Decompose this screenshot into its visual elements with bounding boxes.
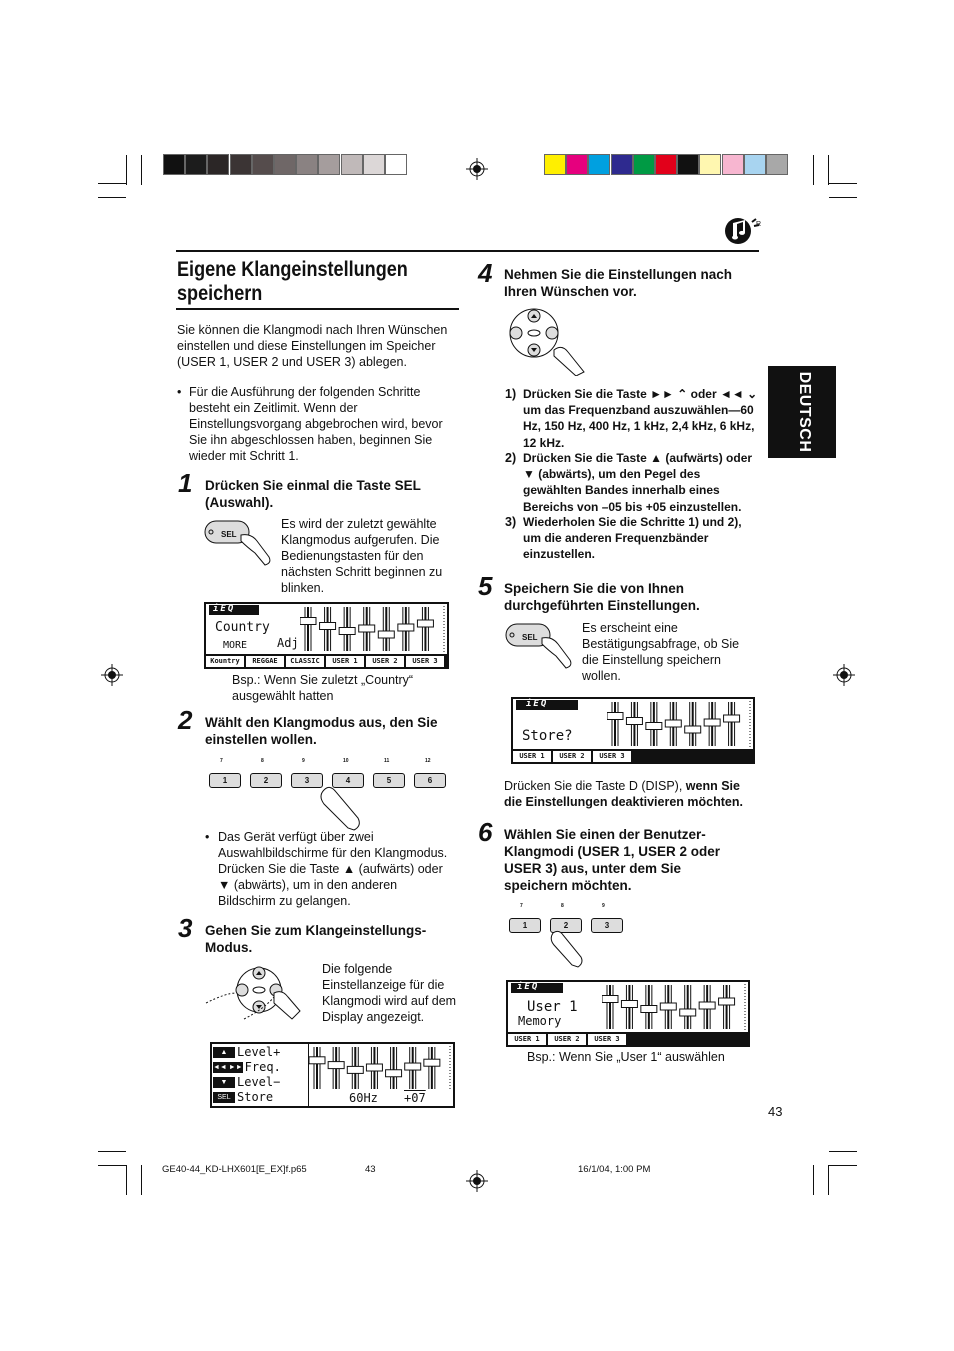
lcd-user-tabs [508,1034,748,1045]
registration-mark-icon [466,1170,488,1192]
finger-press-icon [547,929,587,969]
language-tab-label: DEUTSCH [796,371,813,453]
lcd-adj: Adj [277,636,299,650]
step-number: 6 [478,817,493,847]
preset-button-2[interactable]: 2 [250,773,282,788]
lcd-more: MORE [223,640,248,651]
lcd-tab: USER 1 [508,1034,546,1045]
preset-button-4[interactable]: 4 [332,773,364,788]
music-note-icon [722,214,764,246]
color-swatch [611,154,633,175]
eq-slider-knob [602,996,618,1003]
preset-button-1[interactable]: 1 [509,918,541,933]
lcd-button-icon: SEL [213,1092,235,1103]
color-swatch [655,154,677,175]
eq-band-sliders [300,604,447,654]
lcd-header: iEQ [526,699,549,709]
lcd-tab: Kountry [206,656,244,667]
sel-button-press-icon [504,620,574,670]
eq-display-country [204,602,449,669]
eq-slider-knob [626,718,642,725]
preset-button-3[interactable]: 3 [291,773,323,788]
time-limit-note: Für die Ausführung der folgenden Schritte besteht ein Zeitlimit. Wenn der Einstellungsvorgang abgebrochen wird, bevor Sie ihn abgeschlossen haben, beginnen Sie wieder mit Schritt 1. [189,385,443,463]
color-swatch [363,154,385,175]
lcd-row-label: Level+ [237,1045,281,1059]
eq-band-sliders [607,699,753,749]
eq-slider-knob [685,726,701,733]
eq-slider-knob [328,1062,344,1069]
eq-store-display [511,697,755,764]
color-swatch [163,154,185,175]
lcd-mode-tabs [206,656,447,667]
footer-date: 16/1/04, 1:00 PM [578,1164,651,1175]
registration-mark-icon [101,664,123,686]
color-swatch [722,154,744,175]
svg-text:R: R [756,221,762,228]
color-swatch [766,154,788,175]
color-swatch [633,154,655,175]
preset-button-3[interactable]: 3 [591,918,623,933]
svg-text:SEL: SEL [522,633,538,642]
step5-note: Drücken Sie die Taste D (DISP), wenn Sie die Einstellungen deaktivieren möchten. [504,779,743,809]
step-title: Wählen Sie einen der Benutzer-Klangmodi (USER 1, USER 2 oder USER 3) aus, unter dem Sie speichern möchten. [504,827,721,893]
color-swatch [341,154,363,175]
step-number: 3 [178,913,193,943]
svg-text:SEL: SEL [221,530,237,539]
page-number: 43 [768,1104,783,1119]
color-swatch [544,154,566,175]
lcd-tab: CLASSIC [286,656,324,667]
lcd-user-tabs [513,751,753,762]
sel-button-press-icon [203,517,273,567]
color-swatch [207,154,229,175]
color-swatch [385,154,407,175]
eq-slider-knob [665,720,681,727]
preset-alt-number: 12 [425,758,431,764]
eq-slider-knob [424,1059,440,1066]
preset-alt-number: 10 [343,758,349,764]
preset-alt-number: 9 [302,758,305,764]
registration-mark-icon [466,158,488,180]
color-swatch [677,154,699,175]
lcd-level: +07 [404,1091,426,1105]
eq-slider-knob [417,620,433,627]
lcd-memory-label: Memory [518,1014,562,1028]
lcd-tab: USER 3 [593,751,631,762]
color-swatch [296,154,318,175]
eq-slider-knob [386,1070,402,1077]
color-swatch [252,154,274,175]
eq-slider-knob [398,624,414,631]
step-title: Gehen Sie zum Klangeinstellungs-Modus. [205,923,427,955]
lcd-adjust-row [213,1060,281,1074]
step2-note: Das Gerät verfügt über zwei Auswahlbildschirme für den Klangmodus. Drücken Sie die Taste ▲ (aufwärts) oder ▼ (abwärts), um in den anderen Bildschirm zu gelangen. [218,830,448,908]
step-title: Drücken Sie einmal die Taste SEL (Auswahl). [205,478,421,510]
lcd-adjust-row [213,1090,273,1104]
eq-slider-knob [405,1063,421,1070]
color-swatch [318,154,340,175]
header-rule [176,250,759,252]
preset-alt-number: 11 [384,758,390,764]
preset-button-1[interactable]: 1 [209,773,241,788]
eq-slider-knob [641,1006,657,1013]
lcd-row-label: Freq. [244,1060,281,1074]
control-pad-press-icon [204,963,304,1023]
substep-number: 1) [505,387,517,401]
lcd-header: iEQ [517,982,540,992]
lcd-row-label: Level− [237,1075,281,1089]
step-number: 5 [478,571,493,601]
substep-text: Wiederholen Sie die Schritte 1) und 2), um die anderen Frequenzbänder einzustellen. [523,515,742,562]
lcd-tab: USER 2 [553,751,591,762]
control-pad-press-icon [504,306,594,376]
step-title: Speichern Sie die von Ihnen durchgeführten Einstellungen. [504,581,700,613]
lcd-button-icon: ◄◄ ►► [213,1063,243,1071]
eq-adjust-display [210,1042,455,1108]
preset-alt-number: 7 [520,903,523,909]
eq-slider-knob [378,631,394,638]
bullet-marker: • [205,830,210,844]
eq-slider-knob [660,1003,676,1010]
bullet-marker: • [177,385,182,399]
lcd-adjust-row [213,1045,280,1059]
eq-slider-knob [719,998,735,1005]
color-swatch [588,154,610,175]
lcd-tab: USER 1 [326,656,364,667]
substep-number: 2) [505,451,517,465]
preset-alt-number: 9 [602,903,605,909]
lcd-row-label: Store [237,1090,274,1104]
preset-button-5[interactable]: 5 [373,773,405,788]
preset-alt-number: 8 [561,903,564,909]
preset-alt-number: 7 [220,758,223,764]
lcd-store-prompt: Store? [522,728,573,744]
eq-slider-knob [347,1066,363,1073]
eq-slider-knob [699,1002,715,1009]
substep-text: Drücken Sie die Taste ▲ (aufwärts) oder ▼ (abwärts), um den Pegel des gewählten Bandes innerhalb eines Bereichs von –05 bis +05 einzustellen. [523,451,753,514]
lcd-tab: USER 3 [588,1034,626,1045]
eq-band-sliders [602,982,748,1032]
step6-caption: Bsp.: Wenn Sie „User 1“ auswählen [527,1050,725,1064]
step1-caption: Bsp.: Wenn Sie zuletzt „Country“ ausgewählt hatten [232,673,414,703]
step-number: 1 [178,468,193,498]
eq-slider-knob [359,625,375,632]
color-swatch [744,154,766,175]
color-swatch [699,154,721,175]
lcd-user-name: User 1 [527,999,578,1015]
step-number: 2 [178,705,193,735]
step5-description: Es erscheint eine Bestätigungsabfrage, ob Sie die Einstellung speichern wollen. [582,621,740,683]
eq-slider-knob [339,628,355,635]
intro-text: Sie können die Klangmodi nach Ihren Wünschen einstellen und diese Einstellungen im Speicher (USER 1, USER 2 und USER 3) ablegen. [177,323,448,369]
step-title: Nehmen Sie die Einstellungen nach Ihren Wünschen vor. [504,267,733,299]
color-swatch [566,154,588,175]
page-title: Eigene Klangeinstellungen speichern [177,258,408,305]
title-rule [176,308,459,310]
eq-slider-knob [607,713,623,720]
preset-button-2[interactable]: 2 [550,918,582,933]
preset-alt-number: 8 [261,758,264,764]
lcd-button-icon: ▲ [213,1047,235,1058]
lcd-adjust-row [213,1075,280,1089]
eq-user-memory-display [506,980,750,1047]
eq-slider-knob [704,719,720,726]
eq-band-sliders [309,1044,453,1092]
footer-file: GE40-44_KD-LHX601[E_EX]f.p65 [162,1164,307,1175]
lcd-header: iEQ [213,604,236,614]
lcd-frequency: 60Hz [349,1091,378,1105]
eq-slider-knob [646,723,662,730]
preset-button-6[interactable]: 6 [414,773,446,788]
lcd-tab: USER 1 [513,751,551,762]
step-number: 4 [478,258,493,288]
lcd-tab: USER 2 [366,656,404,667]
lcd-tab: REGGAE [246,656,284,667]
eq-slider-knob [309,1057,325,1064]
color-swatch [230,154,252,175]
eq-slider-knob [366,1064,382,1071]
substep-text: Drücken Sie die Taste ►► ⌃ oder ◄◄ ⌄ um das Frequenzband auszuwählen—60 Hz, 150 Hz, 400 Hz, 1 kHz, 2,4 kHz, 6 kHz, 12 kHz. [523,387,758,450]
step-title: Wählt den Klangmodus aus, den Sie einstellen wollen. [205,715,438,747]
eq-slider-knob [320,623,336,630]
color-swatch [185,154,207,175]
eq-slider-knob [680,1009,696,1016]
footer-page: 43 [365,1164,376,1175]
lcd-mode-name: Country [215,620,270,635]
eq-slider-knob [724,715,740,722]
registration-mark-icon [833,664,855,686]
finger-press-icon [316,784,366,834]
lcd-tab: USER 3 [406,656,444,667]
color-swatch [274,154,296,175]
step1-description: Es wird der zuletzt gewählte Klangmodus aufgerufen. Die Bedienungstasten für den nächsten Schritt beginnen zu blinken. [281,517,443,595]
eq-slider-knob [621,1001,637,1008]
eq-slider-knob [300,618,316,625]
step3-description: Die folgende Einstellanzeige für die Klangmodi wird auf dem Display angezeigt. [322,962,457,1024]
lcd-tab: USER 2 [548,1034,586,1045]
substep-number: 3) [505,515,517,529]
lcd-button-icon: ▼ [213,1077,235,1088]
